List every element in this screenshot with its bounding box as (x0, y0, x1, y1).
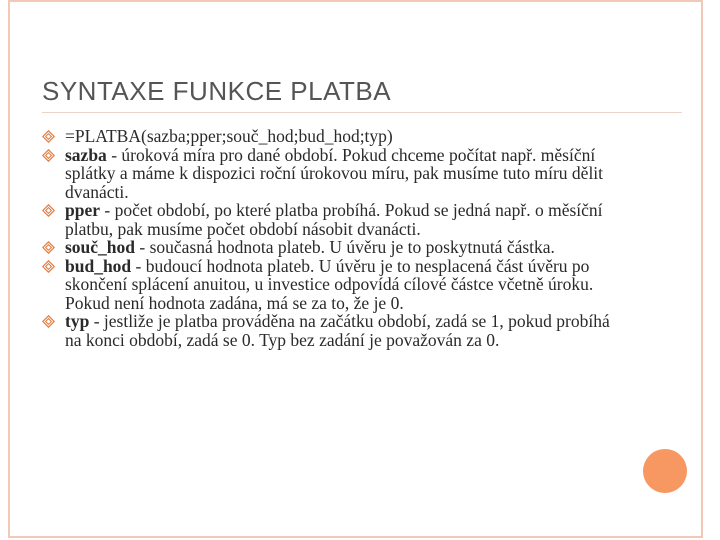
list-item (42, 201, 622, 238)
frame-bottom-border (8, 536, 703, 538)
bullet-text: - současná hodnota plateb. U úvěru je to poskytnutá částka. (135, 237, 555, 257)
list-item (42, 238, 622, 257)
bullet-list (42, 127, 622, 349)
bullet-term: pper (65, 200, 100, 220)
bullet-term: typ (65, 311, 90, 331)
accent-circle (643, 449, 687, 493)
bullet-text: - počet období, po které platba probíhá. Pokud se jedná např. o měsíční platbu, pak musíme počet období násobit dvanácti. (65, 200, 603, 239)
bullet-term: bud_hod (65, 255, 132, 276)
list-item (42, 146, 622, 202)
list-item (42, 127, 622, 146)
list-item (42, 257, 622, 313)
hollow-diamond-icon (42, 315, 55, 328)
bullet-term: sazba (65, 144, 107, 165)
bullet-text: - budoucí hodnota plateb. U úvěru je to nesplacená část úvěru po skončení splácení anuitou, u investice odpovídá cílové částce včetně úroku. Pokud není hodnota zadána, má se za to, že je 0. (65, 255, 594, 313)
frame-top-border (8, 0, 703, 2)
bullet-text: =PLATBA(sazba;pper;souč_hod;bud_hod;typ) (65, 126, 393, 146)
bullet-text: - jestliže je platba prováděna na začátku období, zadá se 1, pokud probíhá na konci období, zadá se 0. Typ bez zadání je považován za 0. (65, 311, 610, 350)
bullet-term: souč_hod (65, 237, 136, 257)
hollow-diamond-icon (42, 241, 55, 254)
bullet-text: - úroková míra pro dané období. Pokud chceme počítat např. měsíční splátky a máme k dispozici roční úrokovou míru, pak musíme tuto míru dělit dvanácti. (65, 144, 604, 202)
hollow-diamond-icon (42, 149, 55, 162)
hollow-diamond-icon (42, 204, 55, 217)
hollow-diamond-icon (42, 130, 55, 143)
slide-title: SYNTAXE FUNKCE PLATBA (42, 76, 392, 106)
list-item (42, 312, 622, 349)
title-divider (42, 112, 682, 113)
hollow-diamond-icon (42, 260, 55, 273)
